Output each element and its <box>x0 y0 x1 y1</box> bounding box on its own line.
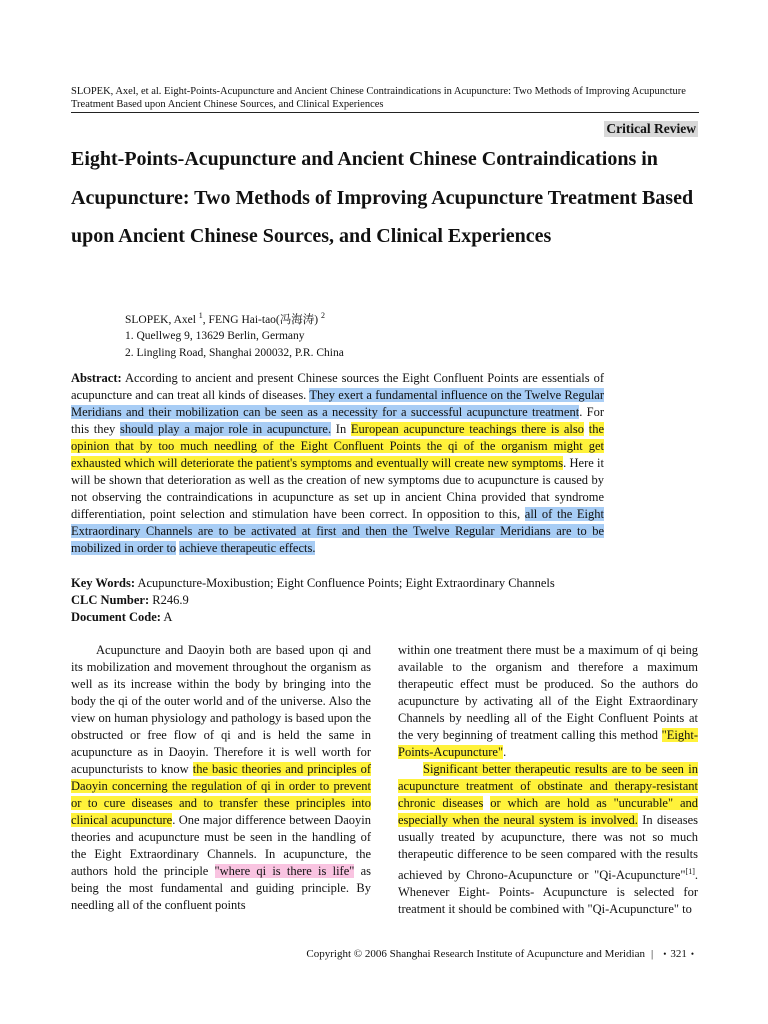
highlight-blue: should play a major role in acupuncture. <box>119 422 332 436</box>
body-text: as being the most fundamental and guiding principle. By needling all of the confluent points <box>71 864 371 912</box>
copyright-text: Copyright © 2006 Shanghai Research Institute of Acupuncture and Meridian <box>306 948 645 960</box>
citation-ref: [1] <box>685 867 695 876</box>
author-block <box>125 308 344 361</box>
highlight-yellow: the opinion that by too much needling of the Eight Confluent Points the qi of the organism might get exhausted which will deteriorate the patient's symptoms and eventually will create new symptoms <box>71 422 604 470</box>
doc-code-line <box>71 609 611 626</box>
highlight-yellow: the basic theories and principles of Daoyin concerning the regulation of qi in order to prevent or to cure diseases and to transfer these principles into clinical acupuncture <box>71 762 371 827</box>
highlight-yellow: Significant better therapeutic results are to be seen in acupuncture treatment of obstinate and therapy-resistant chronic diseases <box>398 762 698 810</box>
keywords-line <box>71 575 611 592</box>
body-text: within one treatment there must be a maximum of qi being available to the organism and therefore a maximum therapeutic effect must be produced. So the authors do acupuncture by activating all of the Eight Extraordinary Channels by needling all of the Eight Confluent Points at the very beginning of treatment calling this method <box>398 643 698 742</box>
article-title: Eight-Points-Acupuncture and Ancient Chinese Contraindications in Acupuncture: Two Methods of Improving Acupuncture Treatment Based upon Ancient Chinese Sources, and Clinical Experiences <box>71 148 694 247</box>
page-footer <box>306 947 698 961</box>
highlight-yellow: or which are hold as "uncurable" and especially when the neural system is involved. <box>398 796 699 827</box>
author-sup-1: 1 <box>198 311 203 320</box>
running-header <box>71 85 699 111</box>
paragraph <box>71 642 371 914</box>
highlight-blue: all of the Eight Extraordinary Channels are to be activated at first and then the Twelve Regular Meridians are to be mobilized in order to <box>71 507 604 555</box>
body-text: In diseases usually treated by acupuncture, there was not so much therapeutic difference to be seen compared with the results achieved by Chrono-Acupuncture or "Qi-Acupuncture" <box>398 813 699 883</box>
keywords-label: Key Words: <box>71 576 136 590</box>
highlight-blue: achieve therapeutic effects. <box>179 541 316 555</box>
abstract-label: Abstract: <box>71 371 122 385</box>
highlight-pink: "where qi is there is life" <box>214 864 355 878</box>
abstract-text: . For this they <box>71 405 604 436</box>
doc-code-value: A <box>160 610 173 624</box>
section-label: Critical Review <box>606 121 696 136</box>
footer-bullet: • <box>663 949 667 959</box>
highlight-yellow: European acupuncture teachings there is also <box>350 422 585 436</box>
abstract-text: In <box>331 422 351 436</box>
affiliation-1: 1. Quellweg 9, 13629 Berlin, Germany <box>125 330 305 343</box>
paragraph <box>398 761 698 918</box>
keywords-value: Acupuncture-Moxibustion; Eight Confluence Points; Eight Extraordinary Channels <box>135 576 555 590</box>
highlight-blue: They exert a fundamental influence on the Twelve Regular Meridians and their mobilization can be seen as a necessity for a successful acupuncture treatment <box>71 388 605 419</box>
paragraph <box>398 642 698 761</box>
body-column-left <box>71 642 371 914</box>
running-title: SLOPEK, Axel, et al. Eight-Points-Acupuncture and Ancient Chinese Contraindications in Acupuncture: Two Methods of Improving Acupuncture Treatment Based upon Ancient Chinese Sources, and Clinical Experiences <box>71 86 686 110</box>
abstract-text <box>584 422 589 436</box>
highlight-yellow: "Eight-Points-Acupuncture" <box>398 728 698 759</box>
abstract-text: According to ancient and present Chinese sources the Eight Confluent Points are essentials of acupuncture and can treat all kinds of diseases. <box>71 371 604 402</box>
footer-bullet: • <box>690 949 694 959</box>
body-column-right <box>398 642 698 918</box>
author-names <box>125 308 344 328</box>
body-text: Acupuncture and Daoyin both are based upon qi and its mobilization and movement throughout the organism as well as its increase within the body by bringing into the body the qi of the outer world and of the universe. Also the view on human physiology and pathology is based upon the obstructed or free flow of qi and is held the same in acupuncture as in Daoyin. Therefore it is well worth for acupuncturists to know <box>71 643 371 776</box>
author-name-1: SLOPEK, Axel <box>125 313 199 326</box>
author-sup-2: 2 <box>320 311 325 320</box>
affiliation-2: 2. Lingling Road, Shanghai 200032, P.R. China <box>125 346 344 359</box>
header-divider <box>71 112 699 113</box>
body-text: . <box>503 745 507 759</box>
clc-label: CLC Number: <box>71 593 150 607</box>
body-text: . One major difference between Daoyin theories and acupuncture must be seen in the handling of the Eight Extraordinary Channels. In acupuncture, the authors hold the principle <box>71 813 371 878</box>
clc-value: R246.9 <box>149 593 189 607</box>
clc-line <box>71 592 611 609</box>
abstract-text: . Here it will be shown that deterioration as well as the creation of new symptoms due to acupuncture is caused by not observing the contraindications in acupuncture as set up in ancient China provided that syndrome differentiation, point selection and stimulation have been correct. In opposition to this, <box>71 456 604 521</box>
footer-separator: | <box>650 948 654 960</box>
abstract <box>71 370 604 557</box>
author-name-2: , FENG Hai-tao(冯海涛) <box>202 313 321 326</box>
page-number: 321 <box>670 948 687 960</box>
doc-code-label: Document Code: <box>71 610 161 624</box>
keyword-block <box>71 575 611 626</box>
body-text: . Whenever Eight- Points- Acupuncture is selected for treatment it should be combined with "Qi-Acupuncture" to <box>398 868 698 917</box>
